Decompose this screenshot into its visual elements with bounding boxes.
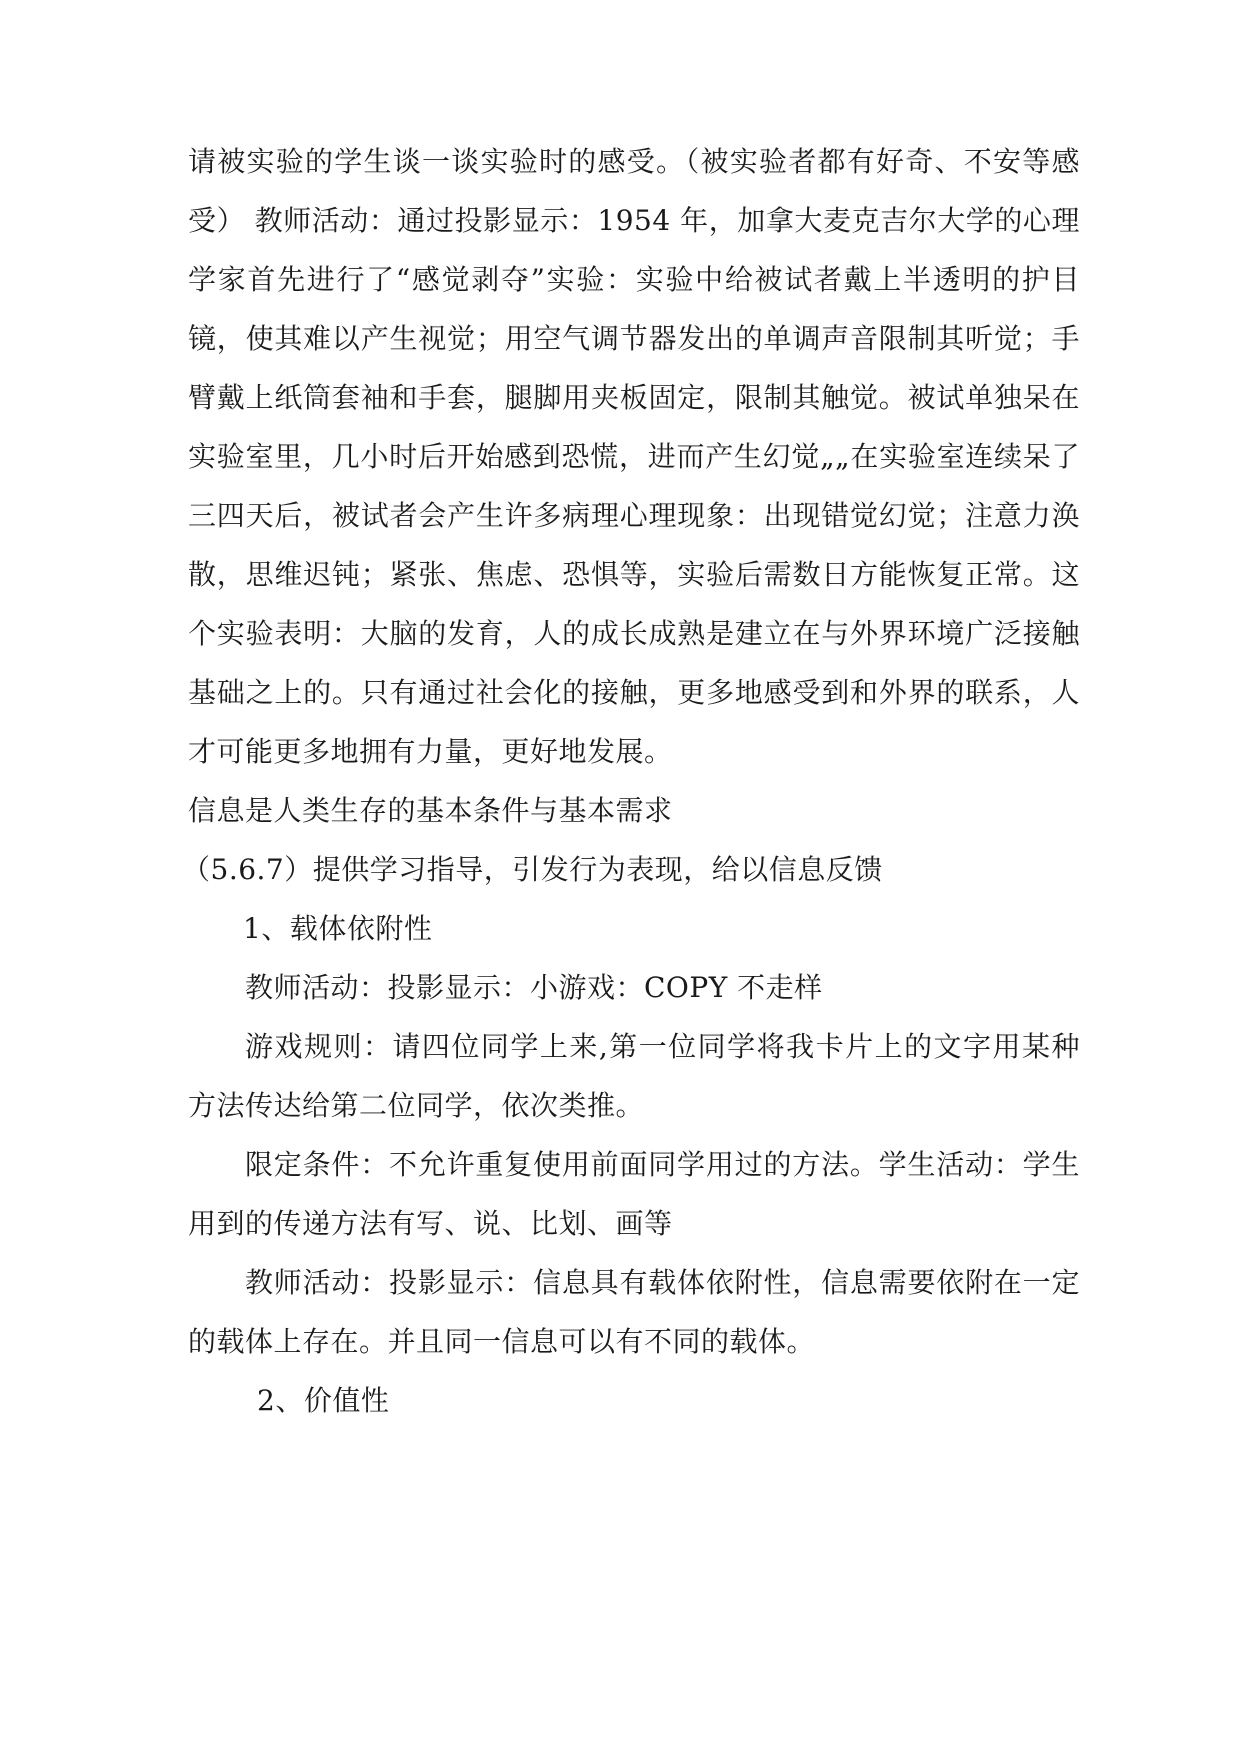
body-text-line: 实验室里，几小时后开始感到恐慌，进而产生幻觉„„在实验室连续呆了	[188, 440, 1080, 473]
body-text-line: 受） 教师活动：通过投影显示：1954 年，加拿大麦克吉尔大学的心理	[188, 204, 1080, 237]
body-text-line: 散，思维迟钝；紧张、焦虑、恐惧等，实验后需数日方能恢复正常。这	[188, 558, 1080, 591]
body-text-line: 臂戴上纸筒套袖和手套，腿脚用夹板固定，限制其触觉。被试单独呆在	[188, 381, 1080, 414]
body-text-line: 游戏规则：请四位同学上来,第一位同学将我卡片上的文字用某种	[245, 1030, 1080, 1063]
body-text-line: 才可能更多地拥有力量，更好地发展。	[188, 735, 673, 768]
section-heading: 信息是人类生存的基本条件与基本需求	[188, 794, 673, 827]
body-text-line: 三四天后，被试者会产生许多病理心理现象：出现错觉幻觉；注意力涣	[188, 499, 1080, 532]
body-text-line: 个实验表明：大脑的发育，人的成长成熟是建立在与外界环境广泛接触	[188, 617, 1080, 650]
subsection-heading: 1、载体依附性	[243, 912, 433, 945]
section-heading: （5.6.7）提供学习指导，引发行为表现，给以信息反馈	[182, 853, 883, 886]
body-text-line: 限定条件：不允许重复使用前面同学用过的方法。学生活动：学生	[245, 1148, 1080, 1181]
body-text-line: 基础之上的。只有通过社会化的接触，更多地感受到和外界的联系，人	[188, 676, 1080, 709]
body-text-line: 教师活动：投影显示：小游戏：COPY 不走样	[245, 971, 823, 1004]
body-text-line: 镜，使其难以产生视觉；用空气调节器发出的单调声音限制其听觉；手	[188, 322, 1080, 355]
body-text-line: 请被实验的学生谈一谈实验时的感受。（被实验者都有好奇、不安等感	[188, 145, 1080, 178]
body-text-line: 教师活动：投影显示：信息具有载体依附性，信息需要依附在一定	[245, 1266, 1080, 1299]
body-text-line: 学家首先进行了“感觉剥夺”实验：实验中给被试者戴上半透明的护目	[188, 263, 1080, 296]
body-text-line: 用到的传递方法有写、说、比划、画等	[188, 1207, 673, 1240]
body-text-line: 方法传达给第二位同学，依次类推。	[188, 1089, 645, 1122]
subsection-heading: 2、价值性	[257, 1384, 390, 1417]
body-text-line: 的载体上存在。并且同一信息可以有不同的载体。	[188, 1325, 816, 1358]
